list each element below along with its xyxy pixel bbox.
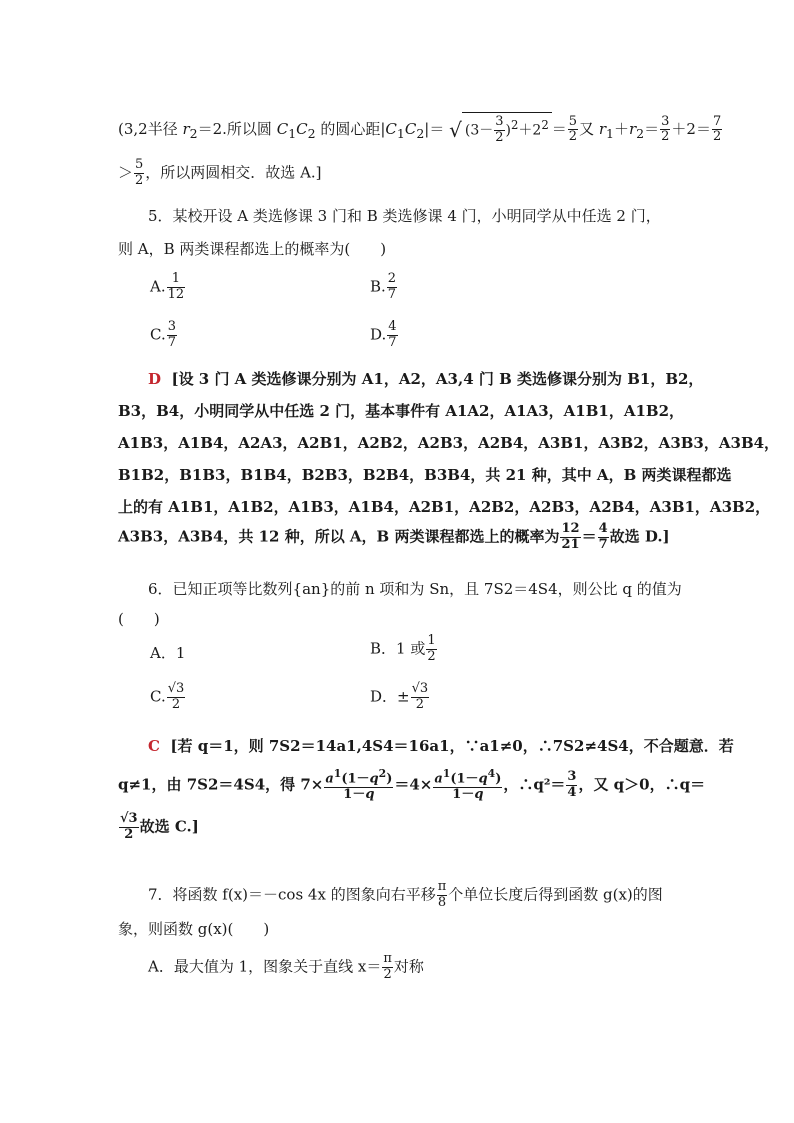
q5-option-b: B. $\frac{2}{7}$ bbox=[370, 271, 397, 302]
solution4-line1: (3,2半径 $r_2=2$.所以圆 $C_1C_2$ 的圆心距$|C_1C_2|=$ √ (3－ $\frac{3}{2}$ )$^2+2^2$ ＝ $\frac{5}{2}$ 又 $r_1+r_2=$ $\frac{3}{2}$ ＋2＝ $\frac{7}{2}$ bbox=[118, 112, 723, 148]
q5-stem-line2: 则 A，B 两类课程都选上的概率为( ) bbox=[118, 240, 387, 258]
q5-option-a: A. $\frac{1}{12}$ bbox=[150, 271, 185, 302]
q6-solution-line3: $\frac{√3}{2}$ 故选 C.] bbox=[120, 811, 199, 842]
q5-solution-line4: B1B2，B1B3，B1B4，B2B3，B2B4，B3B4，共 21 种，其中 A，B 两类课程都选 bbox=[118, 466, 732, 484]
sqrt-expression: √ bbox=[449, 117, 462, 142]
q5-solution-line2: B3，B4，小明同学从中任选 2 门，基本事件有 A1A2，A1A3，A1B1，A1B2， bbox=[118, 402, 685, 420]
q5-solution-line1: D [设 3 门 A 类选修课分别为 A1，A2，A3,4 门 B 类选修课分别为 B1，B2， bbox=[148, 370, 704, 388]
q5-option-c: C. $\frac{3}{7}$ bbox=[150, 319, 176, 350]
q6-stem-line2: ( ) bbox=[118, 610, 160, 628]
q6-solution-line1: C [若 q＝1，则 7S2＝14a1,4S4＝16a1，∵a1≠0，∴7S2≠4S4，不合题意．若 bbox=[148, 737, 734, 755]
q7-option-a: A．最大值为 1，图象关于直线 x＝ $\frac{\pi}{2}$ 对称 bbox=[148, 951, 424, 982]
q7-stem-line2: 象，则函数 g(x)( ) bbox=[118, 920, 270, 938]
q7-stem-line1: 7．将函数 f(x)＝－cos 4x 的图象向右平移 $\frac{\pi}{8}$ 个单位长度后得到函数 g(x)的图 bbox=[148, 879, 663, 910]
solution4-prefix: (3,2 bbox=[118, 119, 148, 138]
q5-solution-line3: A1B3，A1B4，A2A3，A2B1，A2B2，A2B3，A2B4，A3B1，A3B2，A3B3，A3B4， bbox=[118, 434, 780, 452]
q5-answer: D bbox=[148, 370, 162, 388]
q6-option-d: D．± $\frac{√3}{2}$ bbox=[370, 681, 429, 712]
q5-solution-line5: 上的有 A1B1，A1B2，A1B3，A1B4，A2B1，A2B2，A2B3，A2B4，A3B1，A3B2， bbox=[118, 498, 771, 516]
q5-option-d: D. $\frac{4}{7}$ bbox=[370, 319, 397, 350]
q6-option-a: A．1 bbox=[150, 644, 186, 662]
q6-option-b: B．1 或 $\frac{1}{2}$ bbox=[370, 633, 436, 664]
solution4-line2: ＞ $\frac{5}{2}$ ，所以两圆相交．故选 A.] bbox=[118, 157, 322, 188]
q6-stem-line1: 6．已知正项等比数列{an}的前 n 项和为 Sn，且 7S2＝4S4，则公比 q 的值为 bbox=[148, 580, 682, 598]
q6-option-c: C. $\frac{√3}{2}$ bbox=[150, 681, 185, 712]
q5-stem-line1: 5．某校开设 A 类选修课 3 门和 B 类选修课 4 门，小明同学从中任选 2 门， bbox=[148, 207, 661, 225]
q6-answer: C bbox=[148, 737, 160, 755]
q6-solution-line2: q≠1，由 7S2＝4S4，得 7× $\frac{a^1(1-q^2)}{1-q}$ ＝4× $\frac{a^1(1-q^4)}{1-q}$ ，∴q²＝ $\frac{3}{4}$ ，又 q＞0，∴q＝ bbox=[118, 767, 706, 803]
q5-solution-line6: A3B3，A3B4，共 12 种，所以 A，B 两类课程都选上的概率为 $\frac{12}{21}$ ＝ $\frac{4}{7}$ 故选 D.] bbox=[118, 521, 670, 552]
